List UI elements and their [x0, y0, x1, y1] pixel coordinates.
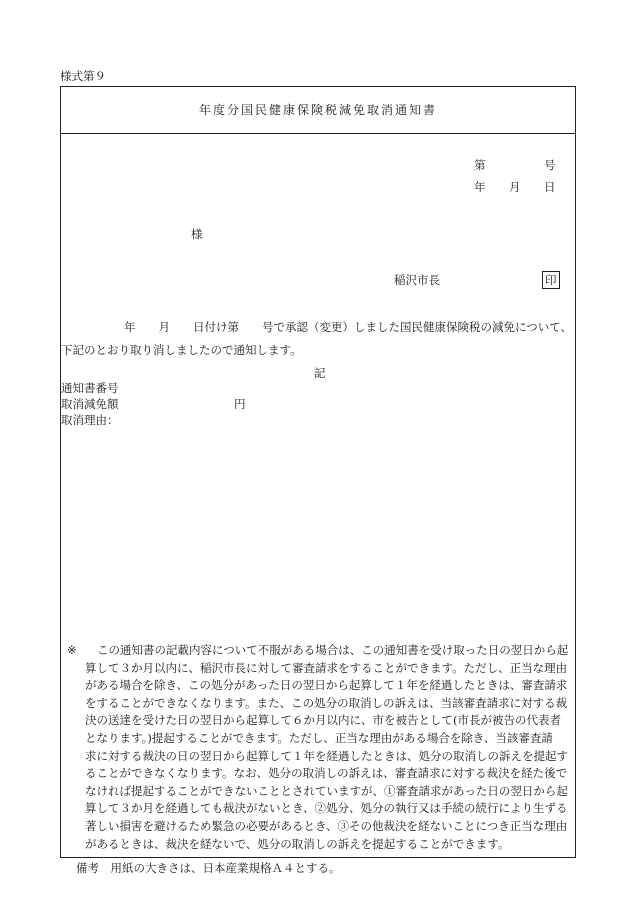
- note-line: この通知書の記載内容について不服がある場合は、この通知書を受け取った日の翌日から起: [97, 643, 569, 657]
- note-line: がある場合を除き、この処分があった日の翌日から起算して１年を経過したときは、審査請求: [85, 678, 568, 693]
- reason-label: 取消理由：: [61, 413, 119, 427]
- appeal-notice-text: [85, 642, 567, 853]
- appeal-notice: [67, 642, 567, 853]
- document-title: 年度分国民健康保険税減免取消通知書: [198, 103, 437, 117]
- ref-no-label: 第: [474, 158, 486, 172]
- body-line-2: 下記のとおり取り消しましたので通知します。: [61, 343, 302, 357]
- note-line: なければ提起することができないこととされていますが、①審査請求があった日の翌日から起: [85, 783, 568, 798]
- seal-mark: 印: [542, 271, 560, 289]
- note-line: 著しい損害を避けるため緊急の必要があるとき、③その他裁決を経ないことにつき正当な理由: [85, 818, 568, 833]
- note-line: 算して３か月を経過しても裁決がないとき、②処分、処分の執行又は手続の続行により生ずる: [85, 801, 568, 816]
- note-line: があるときは、裁決を経ないで、処分の取消しの訴えを提起することができます。: [85, 836, 510, 851]
- issuer-name: 稲沢市長: [394, 273, 440, 287]
- notice-frame: [60, 86, 576, 858]
- amount-label: 取消減免額: [61, 397, 119, 411]
- footer-note: 備考 用紙の大きさは、日本産業規格Ａ４とする。: [76, 861, 341, 875]
- ref-no-suffix: 号: [544, 158, 556, 172]
- note-line: 求に対する裁決の日の翌日から起算して１年を経過したときは、処分の取消しの訴えを提起す: [85, 748, 568, 763]
- note-line: ることができなくなります。なお、処分の取消しの訴えは、審査請求に対する裁決を経た後で: [85, 766, 568, 781]
- note-line: となります。)提起することができます。ただし、正当な理由がある場合を除き、当該審査請: [85, 730, 553, 745]
- body-line-1: 年 月 日付け第 号で承認（変更）しました国民健康保険税の減免について、: [124, 320, 573, 334]
- note-line: をすることができなくなります。また、この処分の取消しの訴えは、当該審査請求に対する裁: [85, 695, 568, 710]
- note-line: 算して３か月以内に、稲沢市長に対して審査請求をすることができます。ただし、正当な理由: [85, 660, 568, 675]
- ki-heading: 記: [314, 366, 326, 380]
- note-line: 決の送達を受けた日の翌日から起算して６か月以内に、市を被告として(市長が被告の代表者: [85, 713, 561, 728]
- form-number: 様式第９: [60, 69, 106, 83]
- amount-unit: 円: [234, 397, 246, 411]
- addressee-suffix: 様: [191, 227, 203, 241]
- date-year: 年: [474, 180, 486, 194]
- note-mark: ※: [67, 643, 77, 657]
- date-day: 日: [544, 180, 556, 194]
- title-row: [61, 87, 575, 134]
- notice-number-label: 通知書番号: [61, 381, 119, 395]
- date-month: 月: [509, 180, 521, 194]
